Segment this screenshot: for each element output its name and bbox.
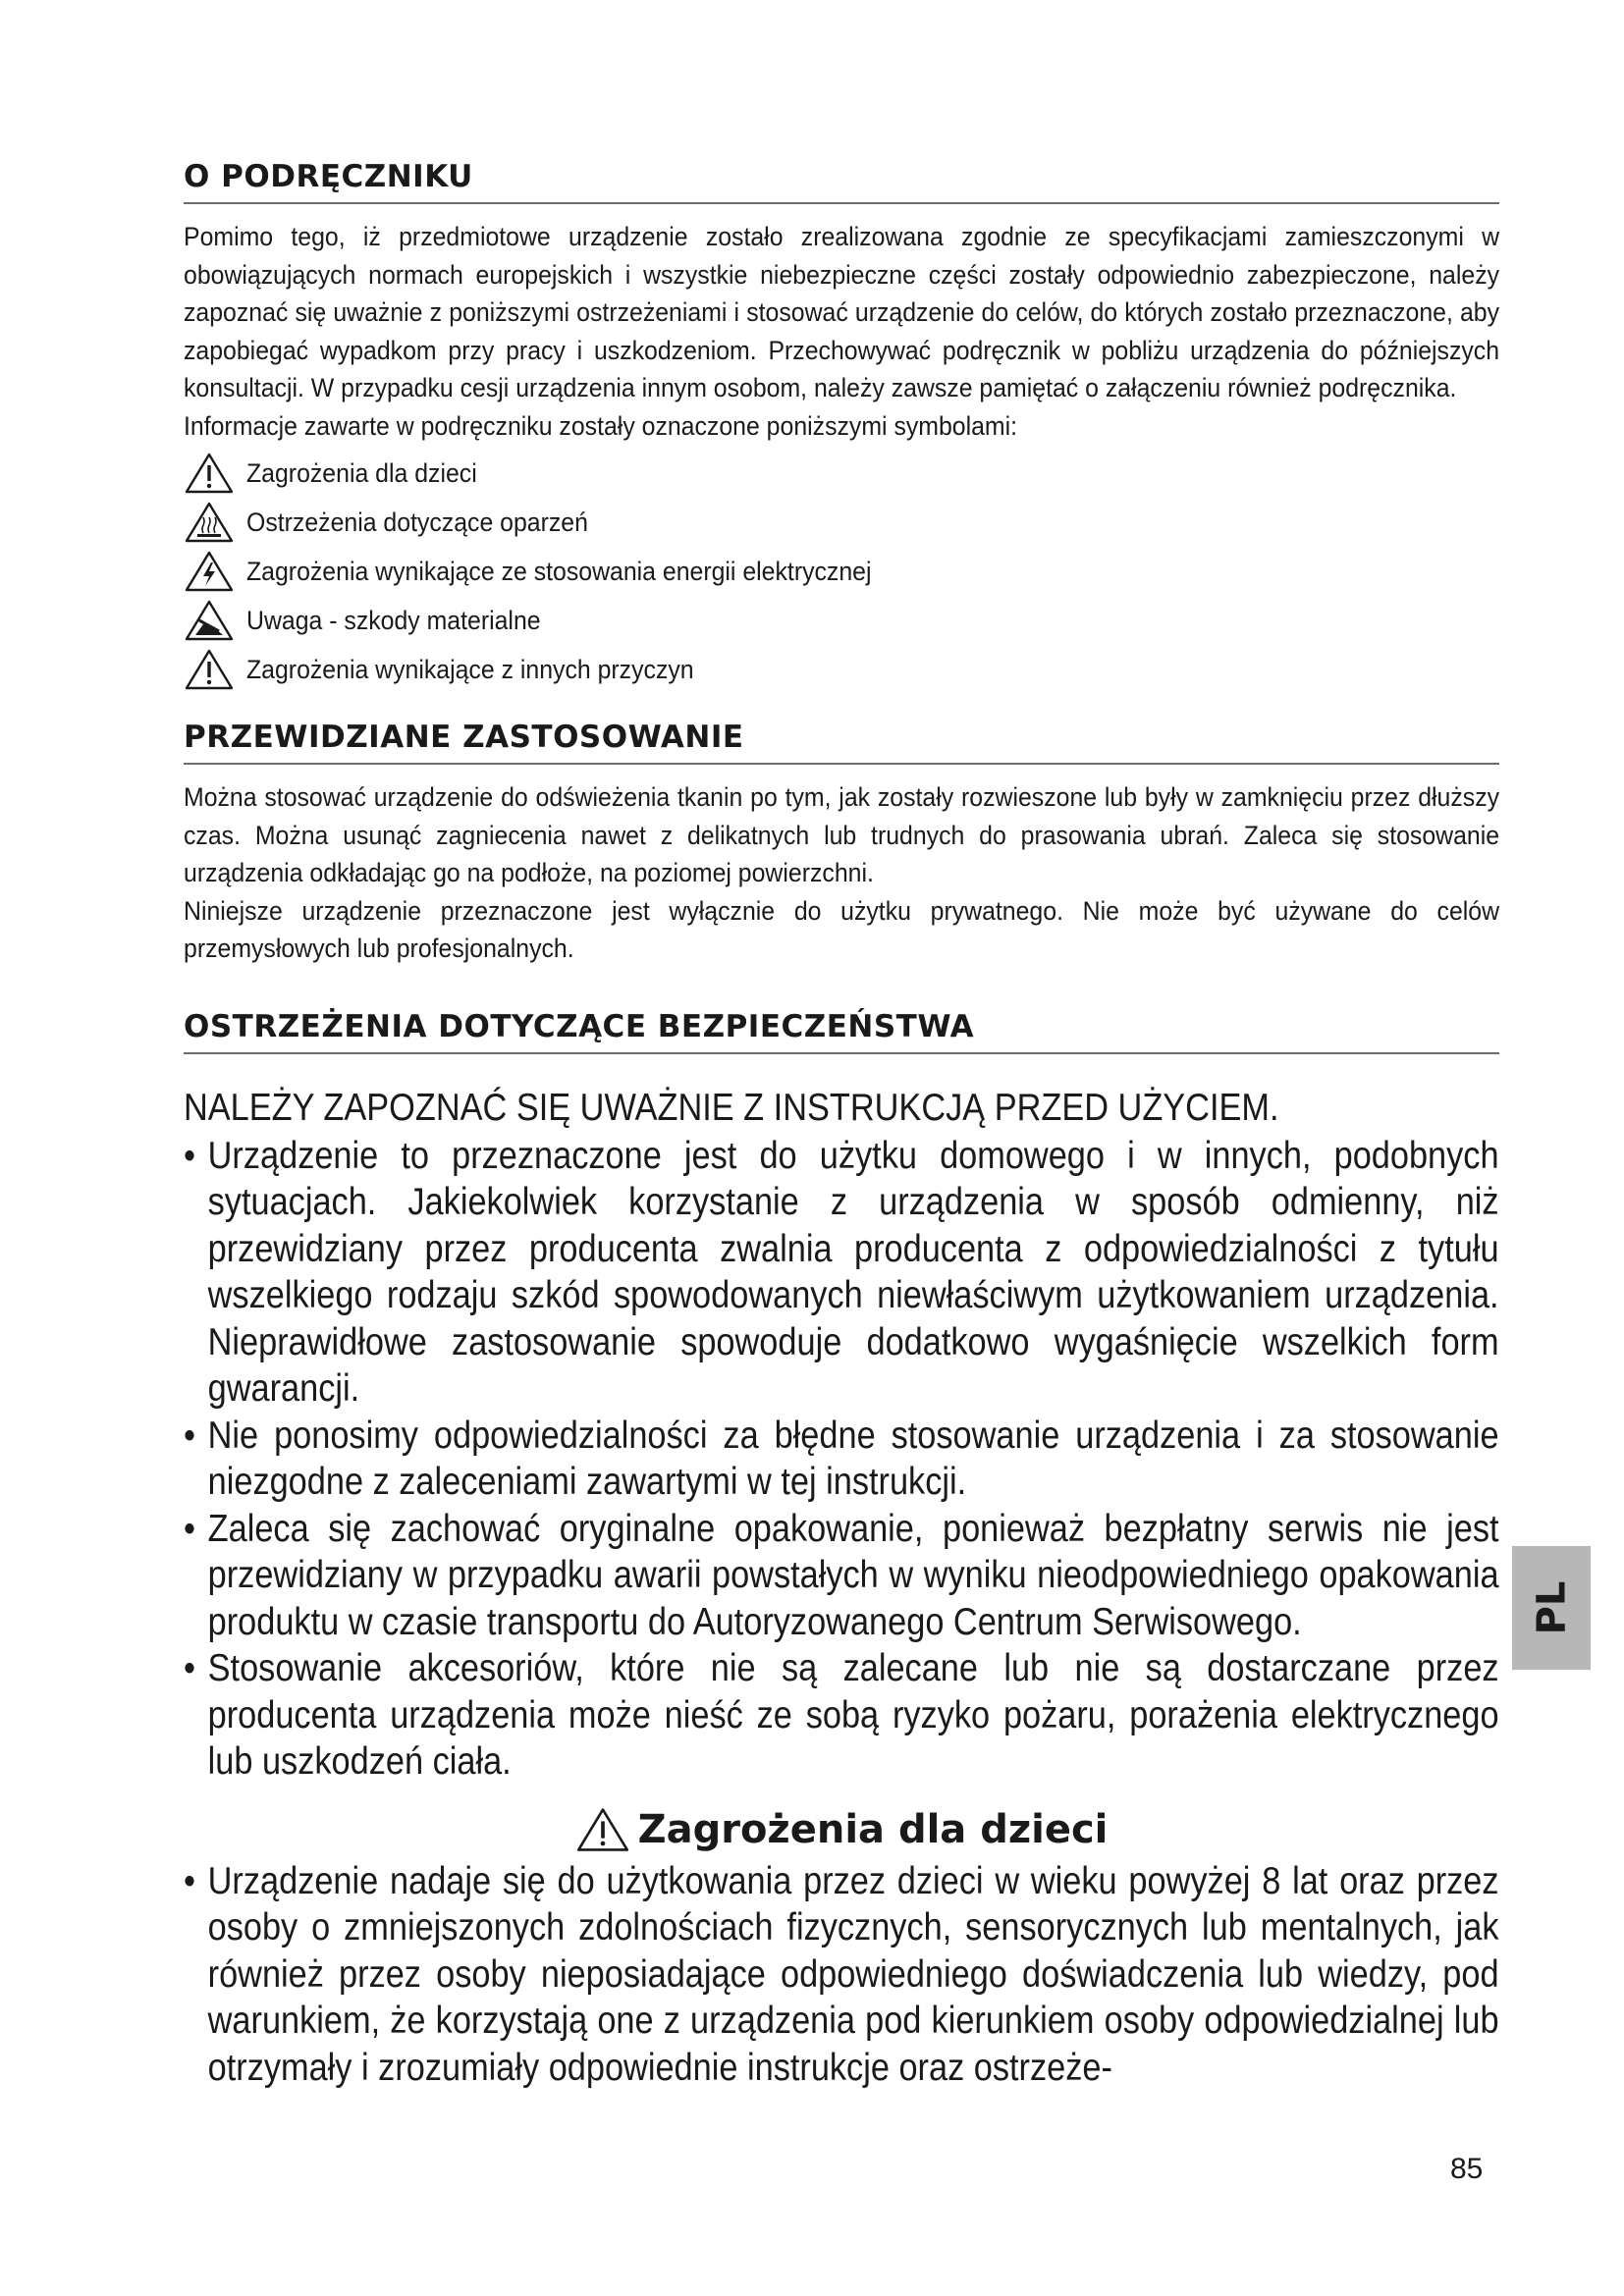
material-damage-warning-icon bbox=[184, 599, 235, 642]
child-hazard-warning-icon bbox=[184, 452, 235, 495]
general-hazard-warning-icon bbox=[184, 648, 235, 691]
symbol-label: Uwaga - szkody materialne bbox=[246, 605, 541, 635]
manual-page bbox=[184, 157, 1499, 2091]
safety-title: NALEŻY ZAPOZNAĆ SIĘ UWAŻNIE Z INSTRUKCJĄ PRZED UŻYCIEM. bbox=[184, 1086, 1279, 1129]
safety-bullet: • Nie ponosimy odpowiedzialności za błędne stosowanie urządzenia i za stosowanie niezgodne z zaleceniami zawartymi w tej instrukcji. bbox=[184, 1413, 1499, 1506]
child-hazard-warning-icon bbox=[575, 1806, 630, 1853]
symbol-item bbox=[184, 498, 1499, 547]
page-number: 85 bbox=[1450, 2153, 1484, 2185]
safety-bullet: • Urządzenie to przeznaczone jest do użytku domowego i w innych, podobnych sytuacjach. Jakiekolwiek korzystanie z urządzenia w sposób odmienny, niż przewidziany przez producenta zwalnia producenta z odpowiedzialności z tytułu wszelkiego rodzaju szkód spowodowanych niewłaściwym użytkowaniem urządzenia. Nieprawidłowe zastosowanie spowoduje dodatkowo wygaśnięcie wszelkich form gwarancji. bbox=[184, 1133, 1499, 1413]
section-heading-safety: OSTRZEŻENIA DOTYCZĄCE BEZPIECZEŃSTWA bbox=[184, 1007, 1499, 1054]
symbol-label: Ostrzeżenia dotyczące oparzeń bbox=[246, 507, 588, 537]
symbol-item bbox=[184, 449, 1499, 498]
children-hazard-title: Zagrożenia dla dzieci bbox=[637, 1806, 1109, 1852]
intended-use-text bbox=[184, 778, 1499, 968]
language-tab bbox=[1512, 1546, 1591, 1670]
safety-bullet: • Zaleca się zachować oryginalne opakowanie, ponieważ bezpłatny serwis nie jest przewidziany w przypadku awarii powstałych w wyniku nieodpowiedniego opakowania produktu w czasie transportu do Autoryzowanego Centrum Serwisowego. bbox=[184, 1506, 1499, 1646]
children-bullet: • Urządzenie nadaje się do użytkowania przez dzieci w wieku powyżej 8 lat oraz przez osoby o zmniejszonych zdolnościach fizycznych, sensorycznych lub mentalnych, jak również przez osoby nieposiadające odpowiedniego doświadczenia lub wiedzy, pod warunkiem, że korzystają one z urządzenia pod kierunkiem osoby odpowiedzialnej lub otrzymały i zrozumiały odpowiednie instrukcje oraz ostrzeże- bbox=[184, 1858, 1499, 2092]
about-text bbox=[184, 218, 1499, 445]
electric-hazard-warning-icon bbox=[184, 550, 235, 593]
symbol-item bbox=[184, 596, 1499, 645]
intended-use-paragraph-1: Można stosować urządzenie do odświeżenia tkanin po tym, jak zostały rozwieszone lub były w zamknięciu przez dłuższy czas. Można usunąć zagniecenia nawet z delikatnych lub trudnych do prasowania ubrań. Zaleca się stosowanie urządzenia odkładając go na podłoże, na poziomej powierzchni. bbox=[184, 782, 1500, 887]
symbol-legend bbox=[184, 449, 1499, 694]
symbol-label: Zagrożenia wynikające ze stosowania energii elektrycznej bbox=[246, 556, 872, 586]
symbols-intro: Informacje zawarte w podręczniku zostały oznaczone poniższymi symbolami: bbox=[184, 410, 1018, 441]
symbol-item bbox=[184, 645, 1499, 694]
symbol-label: Zagrożenia wynikające z innych przyczyn bbox=[246, 654, 694, 684]
burn-hazard-warning-icon bbox=[184, 501, 235, 544]
intended-use-paragraph-2: Niniejsze urządzenie przeznaczone jest wyłącznie do użytku prywatnego. Nie może być używane do celów przemysłowych lub profesjonalnych. bbox=[184, 895, 1500, 963]
about-paragraph: Pomimo tego, iż przedmiotowe urządzenie zostało zrealizowana zgodnie ze specyfikacjami zamieszczonymi w obowiązujących normach europejskich i wszystkie niebezpieczne części zostały odpowiednio zabezpieczone, należy zapoznać się uważnie z poniższymi ostrzeżeniami i stosować urządzenie do celów, do których zostało przeznaczone, aby zapobiegać wypadkom przy pracy i uszkodzeniom. Przechowywać podręcznik w pobliżu urządzenia do późniejszych konsultacji. W przypadku cesji urządzenia innym osobom, należy zawsze pamiętać o załączeniu również podręcznika. bbox=[184, 222, 1500, 402]
children-hazard-heading bbox=[184, 1803, 1499, 1856]
section-heading-about: O PODRĘCZNIKU bbox=[184, 157, 1499, 204]
language-tab-label: PL bbox=[1529, 1580, 1574, 1635]
symbol-item bbox=[184, 547, 1499, 596]
children-bullets bbox=[184, 1858, 1499, 2092]
safety-bullet: • Stosowanie akcesoriów, które nie są zalecane lub nie są dostarczane przez producenta urządzenia może nieść ze sobą ryzyko pożaru, porażenia elektrycznego lub uszkodzeń ciała. bbox=[184, 1645, 1499, 1786]
safety-bullets bbox=[184, 1133, 1499, 1786]
symbol-label: Zagrożenia dla dzieci bbox=[246, 457, 477, 488]
section-heading-intended-use: PRZEWIDZIANE ZASTOSOWANIE bbox=[184, 718, 1499, 765]
